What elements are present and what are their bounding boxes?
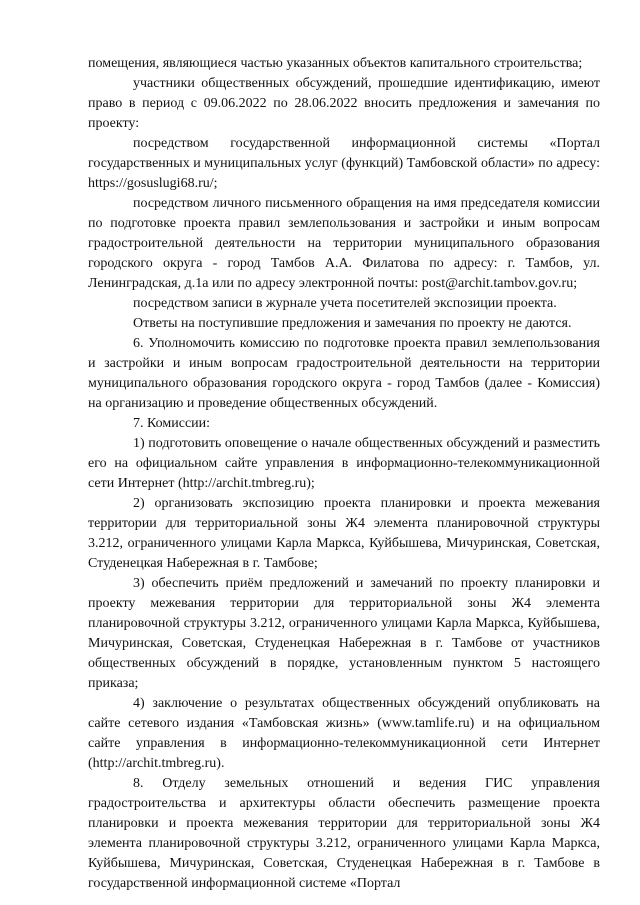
paragraph: 2) организовать экспозицию проекта планировки и проекта межевания территории для территориальной зоны Ж4 элемента планировочной структуры 3.212, ограниченного улицами Карла Маркса, Куйбышева, Мичуринская, Советская, Студенецкая Набережная в г. Тамбове; bbox=[88, 496, 600, 571]
paragraph: 3) обеспечить приём предложений и замечаний по проекту планировки и проекту межевания территории для территориальной зоны Ж4 элемента планировочной структуры 3.212, ограниченного улицами Карла Маркса, Куйбышева, Мичуринская, Советская, Студенецкая Набережная в г. Тамбове от участников общественных обсуждений в порядке, установленным пунктом 5 настоящего приказа; bbox=[88, 576, 600, 691]
paragraph: 7. Комиссии: bbox=[133, 416, 211, 431]
paragraph: участники общественных обсуждений, прошедшие идентификацию, имеют право в период с 09.06.2022 по 28.06.2022 вносить предложения и замечания по проекту: bbox=[88, 76, 600, 131]
paragraph: посредством личного письменного обращения на имя председателя комиссии по подготовке проекта правил землепользования и застройки и иным вопросам градостроительной деятельности на территории муниципального образования городского округа - город Тамбов А.А. Филатова по адресу: г. Тамбов, ул. Ленинградская, д.1а или по адресу электронной почты: post@archit.tambov.gov.ru; bbox=[88, 196, 600, 291]
paragraph: 4) заключение о результатах общественных обсуждений опубликовать на сайте сетевого издания «Тамбовская жизнь» (www.tamlife.ru) и на официальном сайте управления в информационно-телекоммуникационной сети Интернет (http://archit.tmbreg.ru). bbox=[88, 696, 600, 771]
paragraph: Ответы на поступившие предложения и замечания по проекту не даются. bbox=[133, 316, 572, 331]
paragraph: 6. Уполномочить комиссию по подготовке проекта правил землепользования и застройки и иным вопросам градостроительной деятельности на территории муниципального образования городского округа - город Тамбов (далее - Комиссия) на организацию и проведение общественных обсуждений. bbox=[88, 336, 600, 411]
paragraph: посредством записи в журнале учета посетителей экспозиции проекта. bbox=[133, 296, 557, 311]
paragraph: 8. Отделу земельных отношений и ведения ГИС управления градостроительства и архитектуры области обеспечить размещение проекта планировки и проекта межевания территории для территориальной зоны Ж4 элемента планировочной структуры 3.212, ограниченного улицами Карла Маркса, Куйбышева, Мичуринская, Советская, Студенецкая Набережная в г. Тамбове в государственной информационной системе «Портал bbox=[88, 776, 600, 891]
paragraph: посредством государственной информационной системы «Портал государственных и муниципальных услуг (функций) Тамбовской области» по адресу: https://gosuslugi68.ru/; bbox=[88, 136, 600, 191]
paragraph: помещения, являющиеся частью указанных объектов капитального строительства; bbox=[88, 56, 583, 71]
paragraph: 1) подготовить оповещение о начале общественных обсуждений и разместить его на официальном сайте управления в информационно-телекоммуникационной сети Интернет (http://archit.tmbreg.ru); bbox=[88, 436, 600, 491]
document-page bbox=[88, 54, 600, 894]
